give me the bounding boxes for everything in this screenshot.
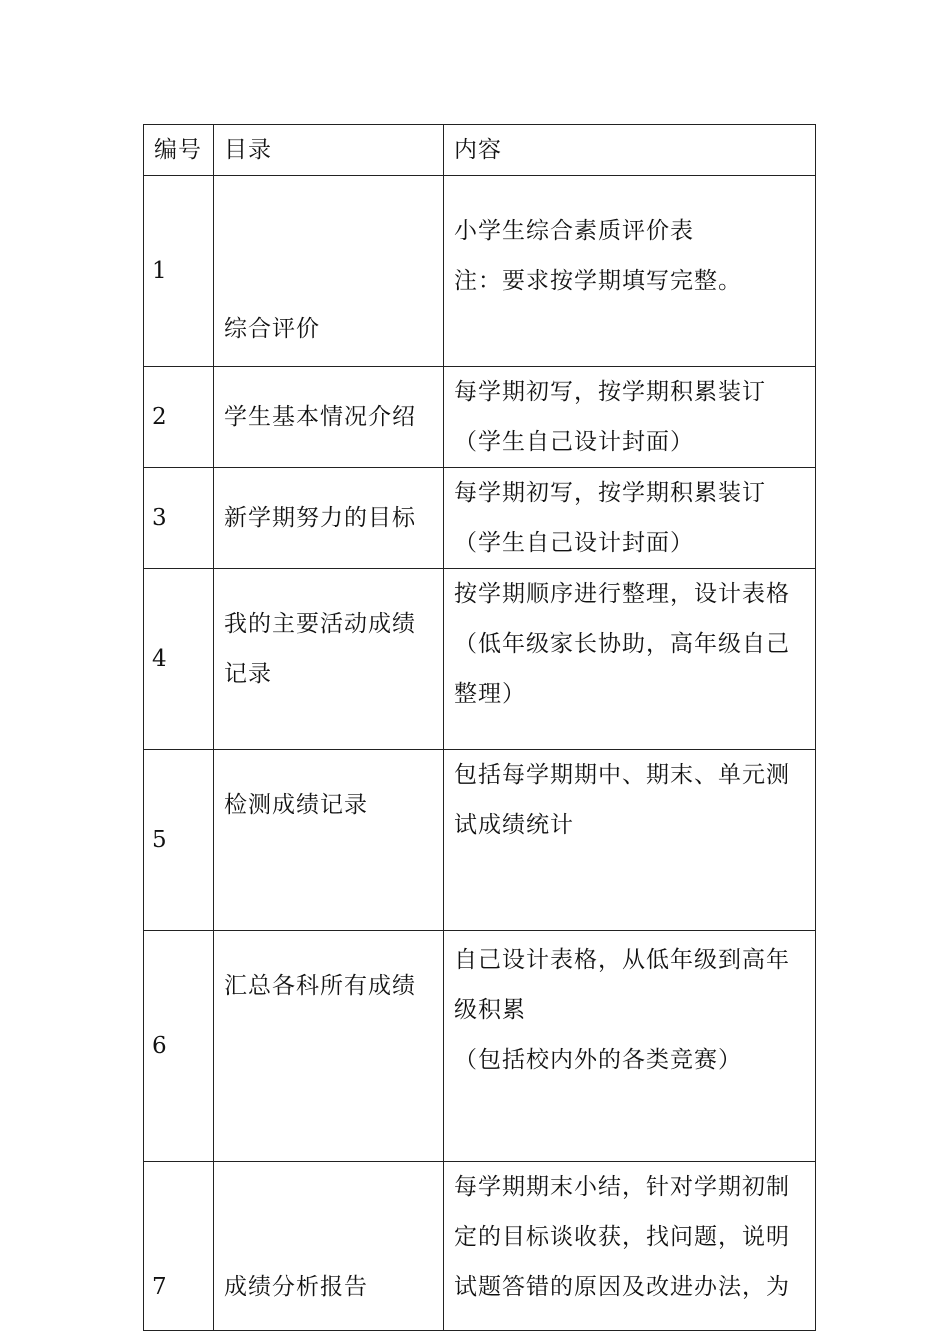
- content-line: 每学期初写，按学期积累装订: [454, 379, 766, 405]
- directory-line: 综合评价: [224, 316, 320, 342]
- content-line: （学生自己设计封面）: [454, 429, 694, 455]
- table-row: [144, 931, 816, 1162]
- content-line: 试成绩统计: [454, 812, 574, 838]
- content-line: 定的目标谈收获，找问题，说明: [454, 1224, 790, 1250]
- header-directory: 目录: [214, 125, 444, 176]
- row-content: [444, 1162, 816, 1331]
- row-number: 2: [144, 367, 214, 468]
- row-number: 5: [144, 750, 214, 931]
- table-row: [144, 1162, 816, 1331]
- row-content: [444, 750, 816, 931]
- header-number: 编号: [144, 125, 214, 176]
- row-number: 4: [144, 569, 214, 750]
- row-directory: [214, 750, 444, 931]
- content-line: （低年级家长协助，高年级自己: [454, 631, 790, 657]
- row-number: 7: [144, 1162, 214, 1331]
- content-line: （学生自己设计封面）: [454, 530, 694, 556]
- directory-line: 新学期努力的目标: [224, 505, 416, 531]
- row-content: [444, 367, 816, 468]
- row-directory: [214, 468, 444, 569]
- row-content: [444, 569, 816, 750]
- directory-line: 学生基本情况介绍: [224, 404, 416, 430]
- table-row: [144, 468, 816, 569]
- table-row: [144, 569, 816, 750]
- content-line: 级积累: [454, 997, 526, 1023]
- directory-line: 汇总各科所有成绩: [224, 973, 416, 999]
- row-content: [444, 176, 816, 367]
- content-line: 包括每学期期中、期末、单元测: [454, 762, 790, 788]
- table-header-row: [144, 125, 816, 176]
- row-directory: [214, 931, 444, 1162]
- content-line: 每学期期末小结，针对学期初制: [454, 1174, 790, 1200]
- row-content: [444, 931, 816, 1162]
- directory-line: 检测成绩记录: [224, 792, 368, 818]
- content-line: （包括校内外的各类竞赛）: [454, 1047, 742, 1073]
- directory-line: 记录: [224, 661, 272, 687]
- row-directory: [214, 1162, 444, 1331]
- table-row: [144, 750, 816, 931]
- directory-line: 成绩分析报告: [224, 1274, 368, 1300]
- row-content: [444, 468, 816, 569]
- row-directory: [214, 367, 444, 468]
- content-line: 注：要求按学期填写完整。: [454, 268, 742, 294]
- content-line: 整理）: [454, 681, 526, 707]
- content-line: 自己设计表格，从低年级到高年: [454, 947, 790, 973]
- row-number: 3: [144, 468, 214, 569]
- row-directory: [214, 176, 444, 367]
- row-directory: [214, 569, 444, 750]
- content-line: 小学生综合素质评价表: [454, 218, 694, 244]
- catalog-table: [143, 124, 816, 1331]
- content-line: 按学期顺序进行整理，设计表格: [454, 581, 790, 607]
- row-number: 1: [144, 176, 214, 367]
- directory-line: 我的主要活动成绩: [224, 611, 416, 637]
- header-content: 内容: [444, 125, 816, 176]
- content-line: 每学期初写，按学期积累装订: [454, 480, 766, 506]
- row-number: 6: [144, 931, 214, 1162]
- table-row: [144, 176, 816, 367]
- table-row: [144, 367, 816, 468]
- content-line: 试题答错的原因及改进办法，为: [454, 1274, 790, 1300]
